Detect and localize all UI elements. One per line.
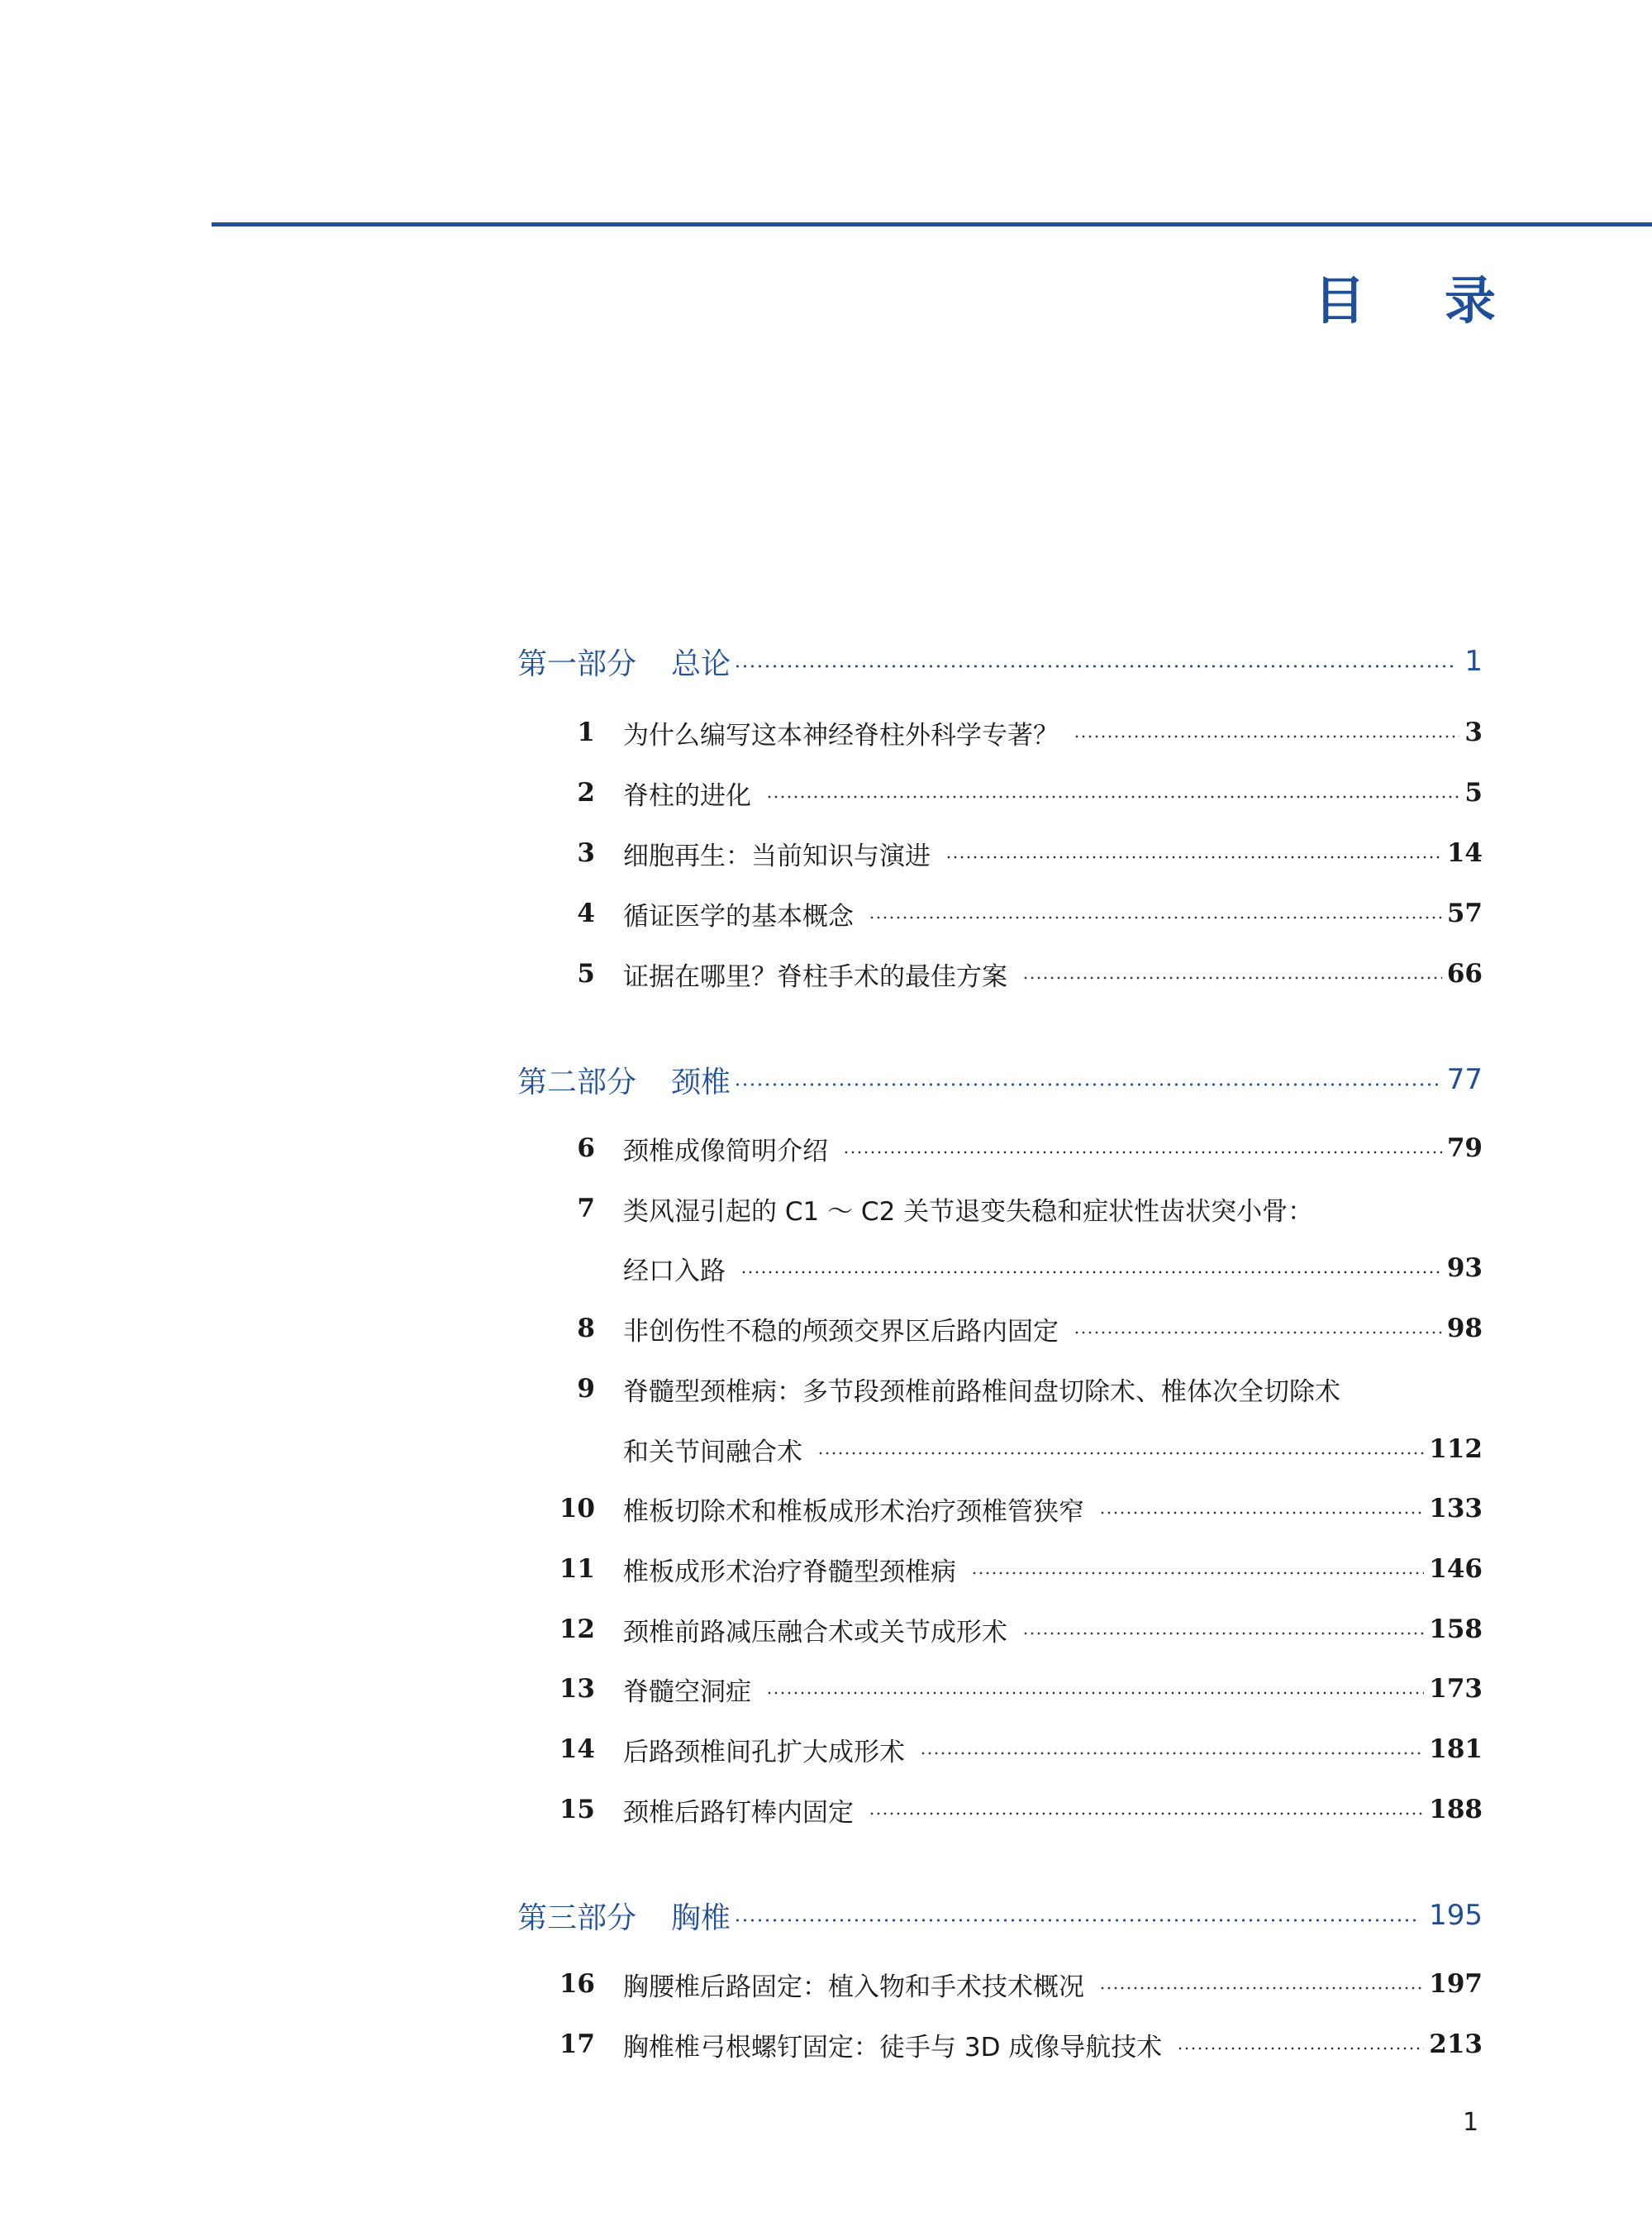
leader-dots bbox=[1074, 735, 1459, 738]
chapter-page: 57 bbox=[1446, 899, 1483, 928]
chapter-number: 17 bbox=[559, 2029, 595, 2059]
toc-chapter-11[interactable] bbox=[545, 1551, 1483, 1587]
chapter-title: 细胞再生：当前知识与演进 bbox=[623, 841, 931, 871]
chapter-title: 脊髓型颈椎病：多节段颈椎前路椎间盘切除术、椎体次全切除术 bbox=[623, 1376, 1340, 1407]
leader-dots bbox=[1022, 1632, 1424, 1635]
leader-dots bbox=[945, 856, 1442, 859]
page-title bbox=[1314, 263, 1496, 329]
chapter-number: 12 bbox=[559, 1614, 595, 1644]
chapter-page: 98 bbox=[1446, 1314, 1483, 1343]
leader-dots bbox=[740, 1271, 1442, 1274]
leader-dots bbox=[1099, 1511, 1424, 1514]
chapter-number: 1 bbox=[577, 718, 595, 747]
chapter-page: 79 bbox=[1446, 1133, 1483, 1163]
top-rule bbox=[212, 222, 1652, 227]
leader-dots bbox=[734, 1083, 1439, 1086]
toc-chapter-9-continued[interactable] bbox=[545, 1431, 1483, 1467]
chapter-page: 197 bbox=[1429, 1969, 1483, 1999]
chapter-number: 11 bbox=[559, 1554, 595, 1584]
part-title: 颈椎 bbox=[671, 1065, 731, 1099]
leader-dots bbox=[869, 1812, 1424, 1815]
chapter-page: 112 bbox=[1429, 1434, 1483, 1464]
toc-chapter-15[interactable] bbox=[545, 1791, 1483, 1828]
leader-dots bbox=[971, 1571, 1424, 1575]
part-page: 195 bbox=[1429, 1899, 1483, 1932]
chapter-number: 4 bbox=[577, 899, 595, 928]
toc-chapter-8[interactable] bbox=[545, 1310, 1483, 1347]
chapter-number: 14 bbox=[559, 1734, 595, 1764]
leader-dots bbox=[766, 1691, 1424, 1695]
chapter-page: 93 bbox=[1446, 1253, 1483, 1283]
leader-dots bbox=[734, 1919, 1421, 1922]
toc-chapter-3[interactable] bbox=[545, 835, 1483, 871]
toc-chapter-12[interactable] bbox=[545, 1611, 1483, 1648]
toc-chapter-16[interactable] bbox=[545, 1966, 1483, 2002]
chapter-number: 8 bbox=[577, 1314, 595, 1343]
toc-chapter-14[interactable] bbox=[545, 1731, 1483, 1767]
toc-chapter-5[interactable] bbox=[545, 956, 1483, 992]
chapter-title: 颈椎成像简明介绍 bbox=[623, 1136, 828, 1166]
chapter-title: 为什么编写这本神经脊柱外科学专著？ bbox=[623, 720, 1059, 751]
toc-part-1[interactable] bbox=[517, 641, 1483, 681]
toc-chapter-7[interactable] bbox=[545, 1190, 1483, 1227]
toc-chapter-7-continued[interactable] bbox=[545, 1250, 1483, 1286]
toc-chapter-17[interactable] bbox=[545, 2026, 1483, 2062]
leader-dots bbox=[1099, 1986, 1424, 1990]
chapter-title: 后路颈椎间孔扩大成形术 bbox=[623, 1737, 905, 1767]
part-label: 第三部分 bbox=[517, 1900, 637, 1935]
chapter-title: 胸椎椎弓根螺钉固定：徒手与 3D 成像导航技术 bbox=[623, 2032, 1163, 2062]
chapter-title: 胸腰椎后路固定：植入物和手术技术概况 bbox=[623, 1972, 1084, 2002]
chapter-title: 证据在哪里？脊柱手术的最佳方案 bbox=[623, 961, 1007, 992]
chapter-page: 14 bbox=[1446, 838, 1483, 868]
chapter-page: 5 bbox=[1464, 778, 1483, 808]
chapter-title-continued: 和关节间融合术 bbox=[623, 1437, 802, 1467]
leader-dots bbox=[920, 1752, 1424, 1755]
chapter-number: 3 bbox=[577, 838, 595, 868]
toc-chapter-6[interactable] bbox=[545, 1130, 1483, 1166]
chapter-title: 循证医学的基本概念 bbox=[623, 901, 854, 932]
leader-dots bbox=[766, 795, 1459, 799]
chapter-title: 椎板成形术治疗脊髓型颈椎病 bbox=[623, 1557, 956, 1587]
chapter-title: 脊髓空洞症 bbox=[623, 1676, 751, 1707]
part-title: 胸椎 bbox=[671, 1900, 731, 1935]
toc-chapter-9[interactable] bbox=[545, 1371, 1483, 1407]
part-page: 1 bbox=[1464, 645, 1483, 678]
toc-part-3[interactable] bbox=[517, 1896, 1483, 1935]
part-label: 第二部分 bbox=[517, 1065, 637, 1099]
toc-chapter-10[interactable] bbox=[545, 1490, 1483, 1527]
chapter-page: 173 bbox=[1429, 1674, 1483, 1704]
chapter-number: 2 bbox=[577, 778, 595, 808]
part-label: 第一部分 bbox=[517, 646, 637, 681]
chapter-title: 脊柱的进化 bbox=[623, 780, 751, 811]
leader-dots bbox=[817, 1452, 1424, 1455]
chapter-number: 9 bbox=[577, 1374, 595, 1404]
chapter-title: 类风湿引起的 C1 ～ C2 关节退变失稳和症状性齿状突小骨： bbox=[623, 1196, 1314, 1227]
chapter-number: 16 bbox=[559, 1969, 595, 1999]
chapter-title-continued: 经口入路 bbox=[623, 1256, 726, 1286]
chapter-number: 7 bbox=[577, 1194, 595, 1223]
leader-dots bbox=[1022, 976, 1442, 980]
part-page: 77 bbox=[1446, 1063, 1483, 1096]
chapter-title: 椎板切除术和椎板成形术治疗颈椎管狭窄 bbox=[623, 1496, 1084, 1527]
chapter-number: 5 bbox=[577, 959, 595, 989]
toc-chapter-1[interactable] bbox=[545, 714, 1483, 751]
chapter-page: 66 bbox=[1446, 959, 1483, 989]
chapter-title: 非创伤性不稳的颅颈交界区后路内固定 bbox=[623, 1316, 1059, 1347]
leader-dots bbox=[1177, 2047, 1424, 2050]
chapter-number: 15 bbox=[559, 1795, 595, 1824]
chapter-title: 颈椎后路钉棒内固定 bbox=[623, 1797, 854, 1828]
page-title-char-2: 录 bbox=[1444, 269, 1496, 331]
chapter-page: 133 bbox=[1429, 1494, 1483, 1524]
page-number: 1 bbox=[1463, 2108, 1479, 2137]
leader-dots bbox=[843, 1151, 1442, 1154]
page-title-char-1: 目 bbox=[1314, 269, 1366, 331]
chapter-page: 188 bbox=[1429, 1795, 1483, 1824]
toc-chapter-2[interactable] bbox=[545, 775, 1483, 811]
chapter-number: 13 bbox=[559, 1674, 595, 1704]
chapter-page: 213 bbox=[1429, 2029, 1483, 2059]
toc-chapter-4[interactable] bbox=[545, 895, 1483, 932]
chapter-page: 181 bbox=[1429, 1734, 1483, 1764]
chapter-page: 158 bbox=[1429, 1614, 1483, 1644]
chapter-page: 146 bbox=[1429, 1554, 1483, 1584]
leader-dots bbox=[734, 665, 1456, 668]
toc-part-2[interactable] bbox=[517, 1060, 1483, 1099]
chapter-page: 3 bbox=[1464, 718, 1483, 747]
chapter-number: 10 bbox=[559, 1494, 595, 1524]
toc-chapter-13[interactable] bbox=[545, 1671, 1483, 1707]
leader-dots bbox=[869, 916, 1442, 919]
leader-dots bbox=[1074, 1331, 1442, 1334]
part-title: 总论 bbox=[671, 646, 731, 681]
chapter-title: 颈椎前路减压融合术或关节成形术 bbox=[623, 1617, 1007, 1648]
chapter-number: 6 bbox=[577, 1133, 595, 1163]
